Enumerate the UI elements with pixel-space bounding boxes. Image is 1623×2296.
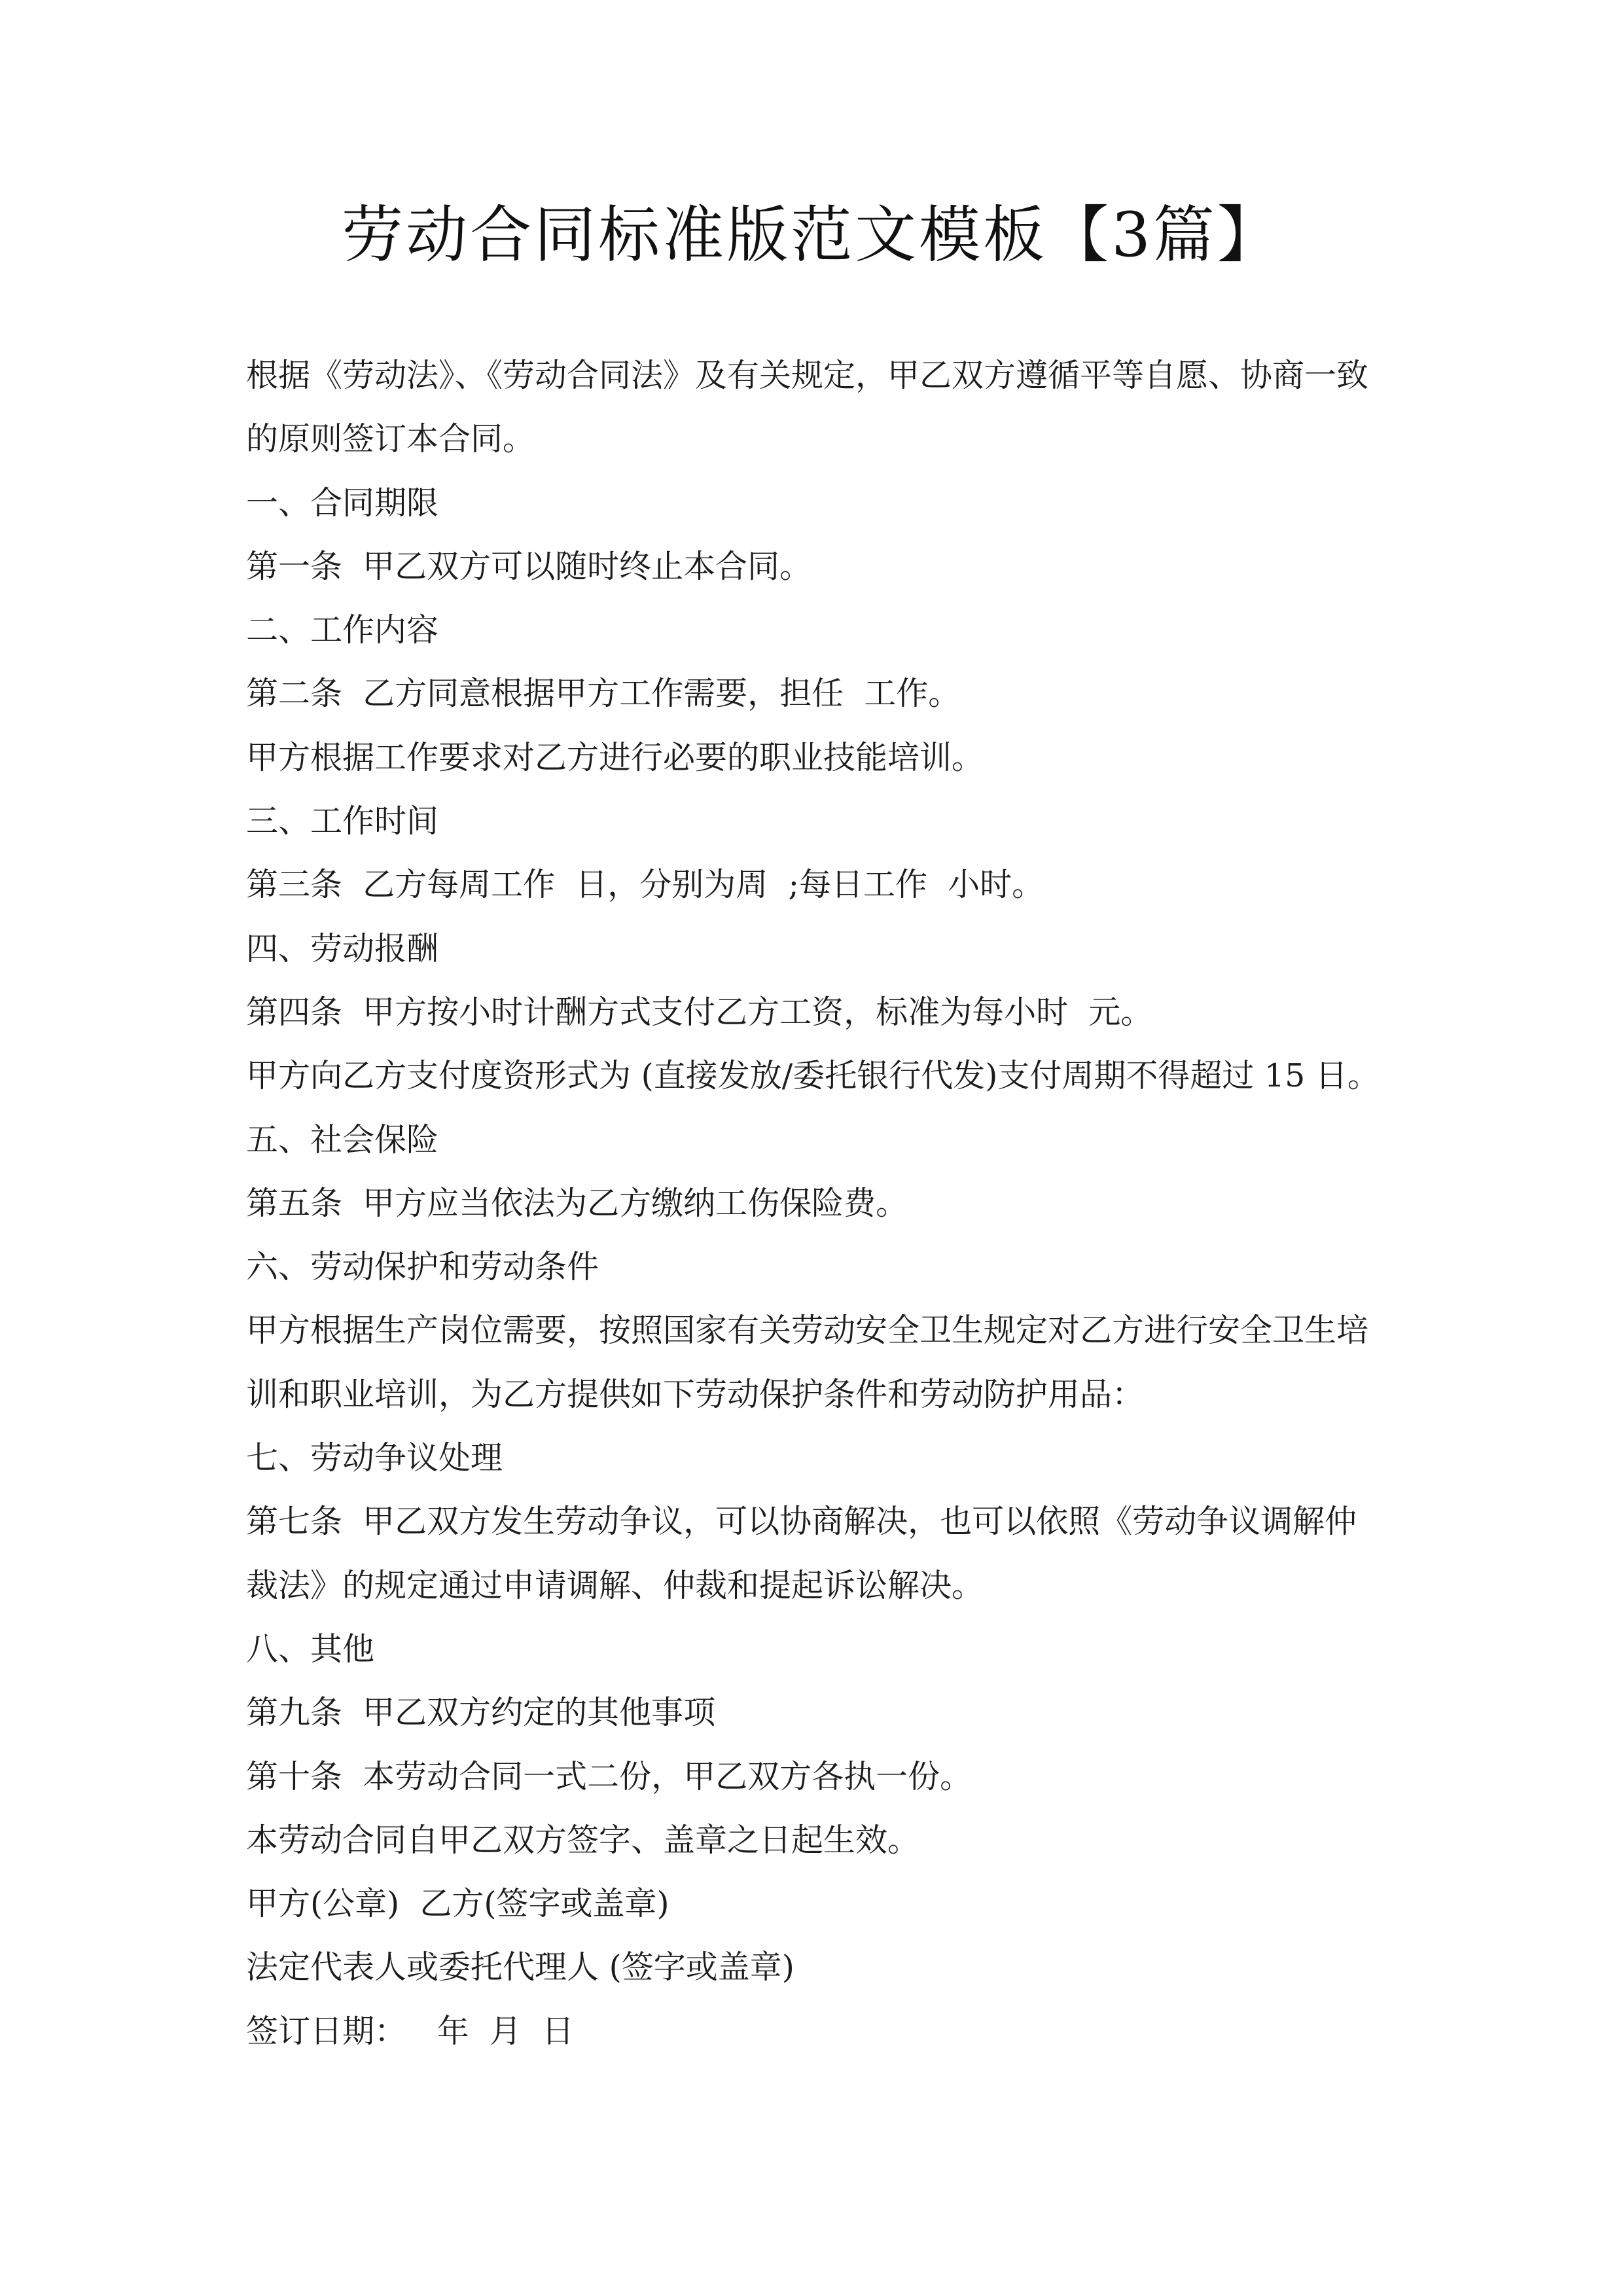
signature-line: 法定代表人或委托代理人 (签字或盖章) [246, 1948, 794, 1986]
section-heading: 二、工作内容 [246, 611, 439, 649]
article-line: 第三条 乙方每周工作 日，分别为周 ;每日工作 小时。 [246, 866, 1044, 904]
paragraph-line: 甲方向乙方支付度资形式为 (直接发放/委托银行代发)支付周期不得超过 15 日。 [246, 1057, 1380, 1095]
section-heading: 四、劳动报酬 [246, 929, 439, 967]
article-line: 第十条 本劳动合同一式二份，甲乙双方各执一份。 [246, 1757, 972, 1795]
section-heading: 五、社会保险 [246, 1121, 439, 1158]
paragraph-line: 裁法》的规定通过申请调解、仲裁和提起诉讼解决。 [246, 1566, 984, 1604]
paragraph-line: 本劳动合同自甲乙双方签字、盖章之日起生效。 [246, 1821, 920, 1859]
article-line: 第七条 甲乙双方发生劳动争议，可以协商解决，也可以依照《劳动争议调解仲 [246, 1503, 1357, 1541]
section-heading: 三、工作时间 [246, 802, 439, 840]
article-line: 第五条 甲方应当依法为乙方缴纳工伤保险费。 [246, 1184, 908, 1222]
document-title: 劳动合同标准版范文模板【3篇】 [342, 200, 1281, 271]
paragraph-line: 的原则签订本合同。 [246, 420, 535, 458]
section-heading: 七、劳动争议处理 [246, 1439, 503, 1477]
signature-line: 甲方(公章) 乙方(签字或盖章) [246, 1885, 669, 1923]
article-line: 第九条 甲乙双方约定的其他事项 [246, 1694, 716, 1732]
paragraph-line: 甲方根据工作要求对乙方进行必要的职业技能培训。 [246, 738, 984, 776]
paragraph-line: 甲方根据生产岗位需要，按照国家有关劳动安全卫生规定对乙方进行安全卫生培 [246, 1312, 1369, 1350]
section-heading: 八、其他 [246, 1630, 375, 1668]
section-heading: 六、劳动保护和劳动条件 [246, 1248, 599, 1286]
article-line: 第四条 甲方按小时计酬方式支付乙方工资，标准为每小时 元。 [246, 993, 1153, 1031]
section-heading: 一、合同期限 [246, 484, 439, 522]
paragraph-line: 训和职业培训，为乙方提供如下劳动保护条件和劳动防护用品： [246, 1375, 1145, 1413]
article-line: 第二条 乙方同意根据甲方工作需要，担任 工作。 [246, 675, 961, 713]
paragraph-line: 根据《劳动法》、《劳动合同法》及有关规定，甲乙双方遵循平等自愿、协商一致 [246, 357, 1369, 394]
signing-date-line: 签订日期： 年 月 日 [246, 2012, 575, 2050]
document-body [246, 344, 1411, 2063]
article-line: 第一条 甲乙双方可以随时终止本合同。 [246, 547, 812, 585]
